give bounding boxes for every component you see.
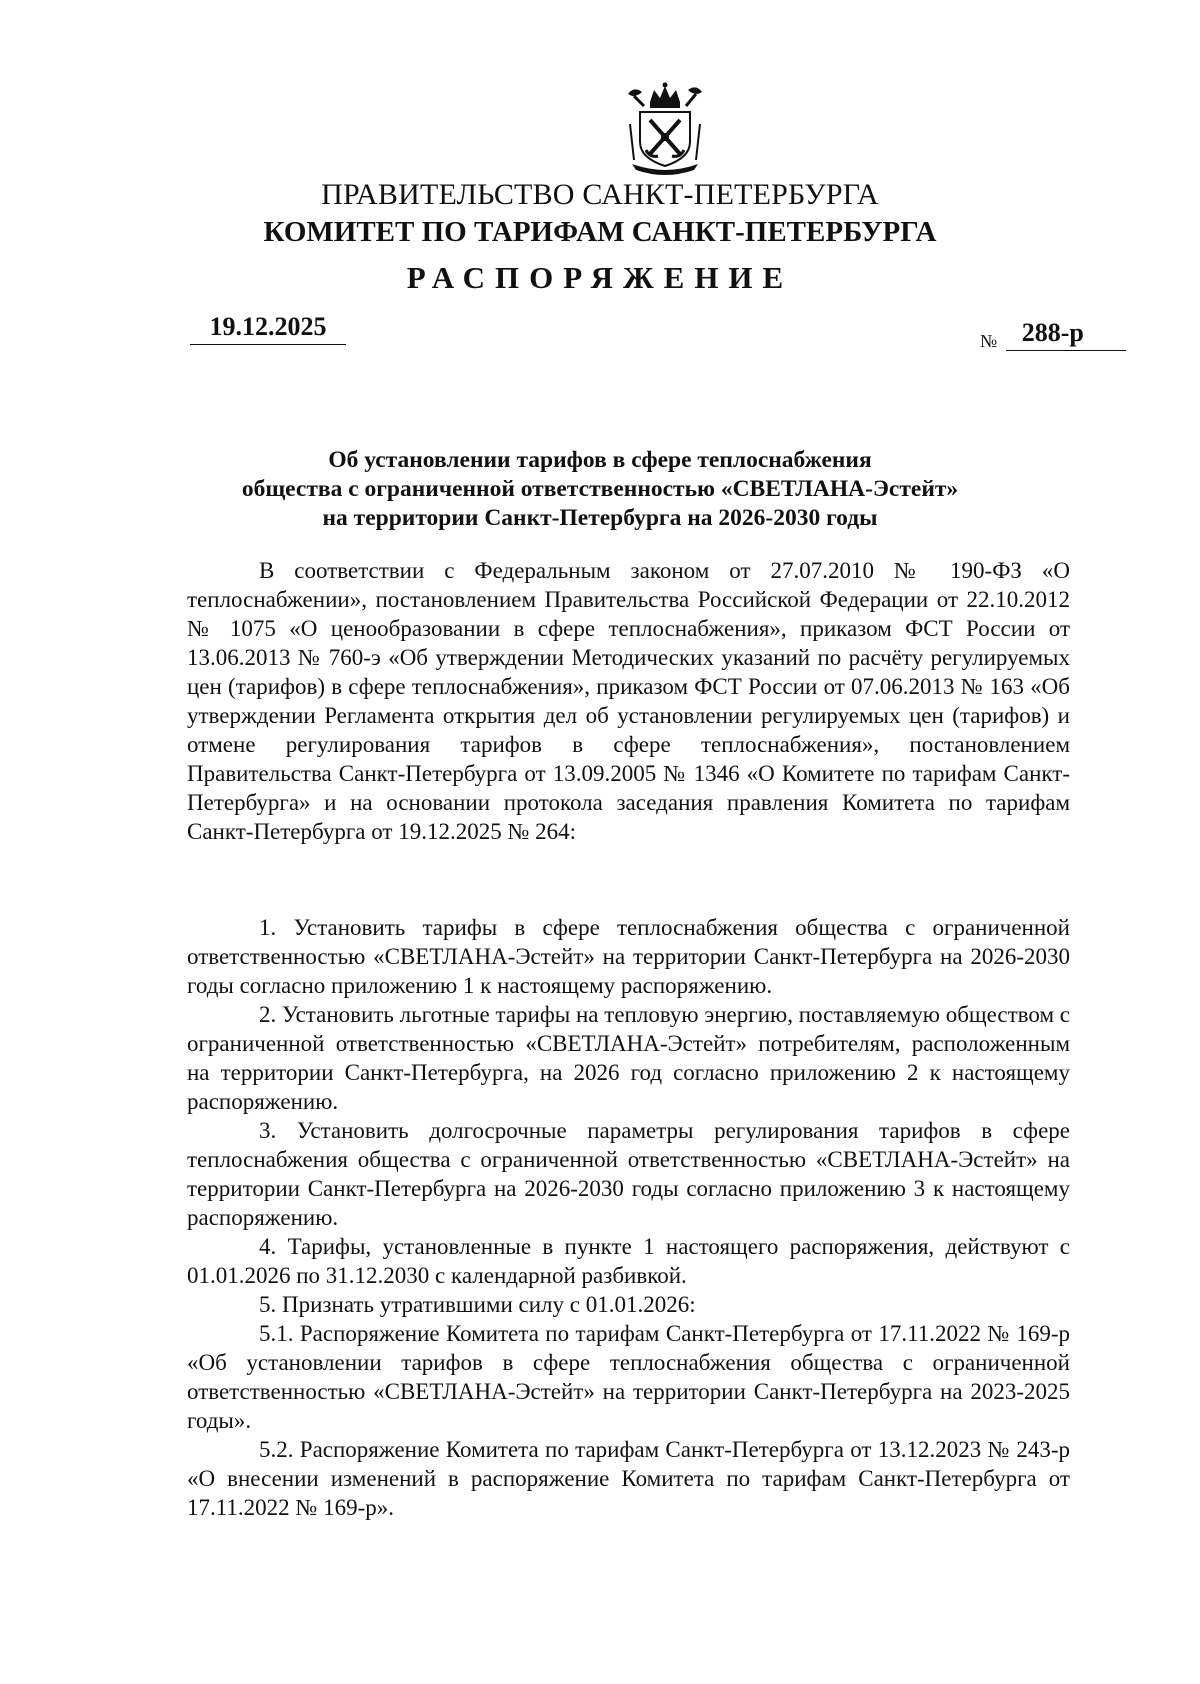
item-5-2: 5.2. Распоряжение Комитета по тарифам Санкт-Петербурга от 13.12.2023 № 243-р «О внесении изменений в распоряжение Комитета по тарифам Санкт-Петербурга от 17.11.2022 № 169-р».: [187, 1437, 1070, 1520]
item-5: 5. Признать утратившими силу с 01.01.2026:: [259, 1292, 696, 1317]
document-title: [150, 446, 1050, 533]
document-number: 288-р: [1006, 318, 1126, 351]
item-1: 1. Установить тарифы в сфере теплоснабжения общества с ограниченной ответственностью «СВЕТЛАНА-Эстейт» на территории Санкт-Петербурга на 2026-2030 годы согласно приложению 1 к настоящему распоряжению.: [187, 915, 1070, 998]
title-line: общества с ограниченной ответственностью «СВЕТЛАНА-Эстейт»: [241, 476, 959, 502]
resolution-items: [187, 913, 1070, 1522]
item-3: 3. Установить долгосрочные параметры регулирования тарифов в сфере теплоснабжения общества с ограниченной ответственностью «СВЕТЛАНА-Эстейт» на территории Санкт-Петербурга на 2026-2030 годы согласно приложению 3 к настоящему распоряжению.: [187, 1118, 1070, 1230]
saint-petersburg-coat-of-arms-icon: [620, 80, 710, 176]
committee-name: КОМИТЕТ ПО ТАРИФАМ САНКТ-ПЕТЕРБУРГА: [263, 216, 937, 248]
preamble-section: [187, 556, 1070, 846]
title-line: на территории Санкт-Петербурга на 2026-2030 годы: [322, 505, 878, 531]
number-label: №: [980, 331, 998, 351]
item-2: 2. Установить льготные тарифы на тепловую энергию, поставляемую обществом с ограниченной ответственностью «СВЕТЛАНА-Эстейт» потребителям, расположенным на территории Санкт-Петербурга, на 2026 год согласно приложению 2 к настоящему распоряжению.: [187, 1002, 1070, 1114]
item-5-1: 5.1. Распоряжение Комитета по тарифам Санкт-Петербурга от 17.11.2022 № 169-р «Об установлении тарифов в сфере теплоснабжения общества с ограниченной ответственностью «СВЕТЛАНА-Эстейт» на территории Санкт-Петербурга на 2023-2025 годы».: [187, 1321, 1070, 1433]
document-number-block: [980, 318, 1126, 352]
preamble-paragraph: В соответствии с Федеральным законом от 27.07.2010 № 190-ФЗ «О теплоснабжении», постановлением Правительства Российской Федерации от 22.10.2012 № 1075 «О ценообразовании в сфере теплоснабжения», приказом ФСТ России от 13.06.2013 № 760-э «Об утверждении Методических указаний по расчёту регулируемых цен (тарифов) в сфере теплоснабжения», приказом ФСТ России от 07.06.2013 № 163 «Об утверждении Регламента открытия дел об установлении регулируемых цен (тарифов) и отмене регулирования тарифов в сфере теплоснабжения», постановлением Правительства Санкт-Петербурга от 13.09.2005 № 1346 «О Комитете по тарифам Санкт-Петербурга» и на основании протокола заседания правления Комитета по тарифам Санкт-Петербурга от 19.12.2025 № 264:: [187, 558, 1070, 844]
title-line: Об установлении тарифов в сфере теплоснабжения: [328, 447, 872, 473]
document-date: 19.12.2025: [190, 312, 346, 345]
government-name: ПРАВИТЕЛЬСТВО САНКТ-ПЕТЕРБУРГА: [321, 178, 879, 211]
document-type: РАСПОРЯЖЕНИЕ: [406, 260, 794, 295]
item-4: 4. Тарифы, установленные в пункте 1 настоящего распоряжения, действуют с 01.01.2026 по 31.12.2030 с календарной разбивкой.: [187, 1234, 1070, 1288]
